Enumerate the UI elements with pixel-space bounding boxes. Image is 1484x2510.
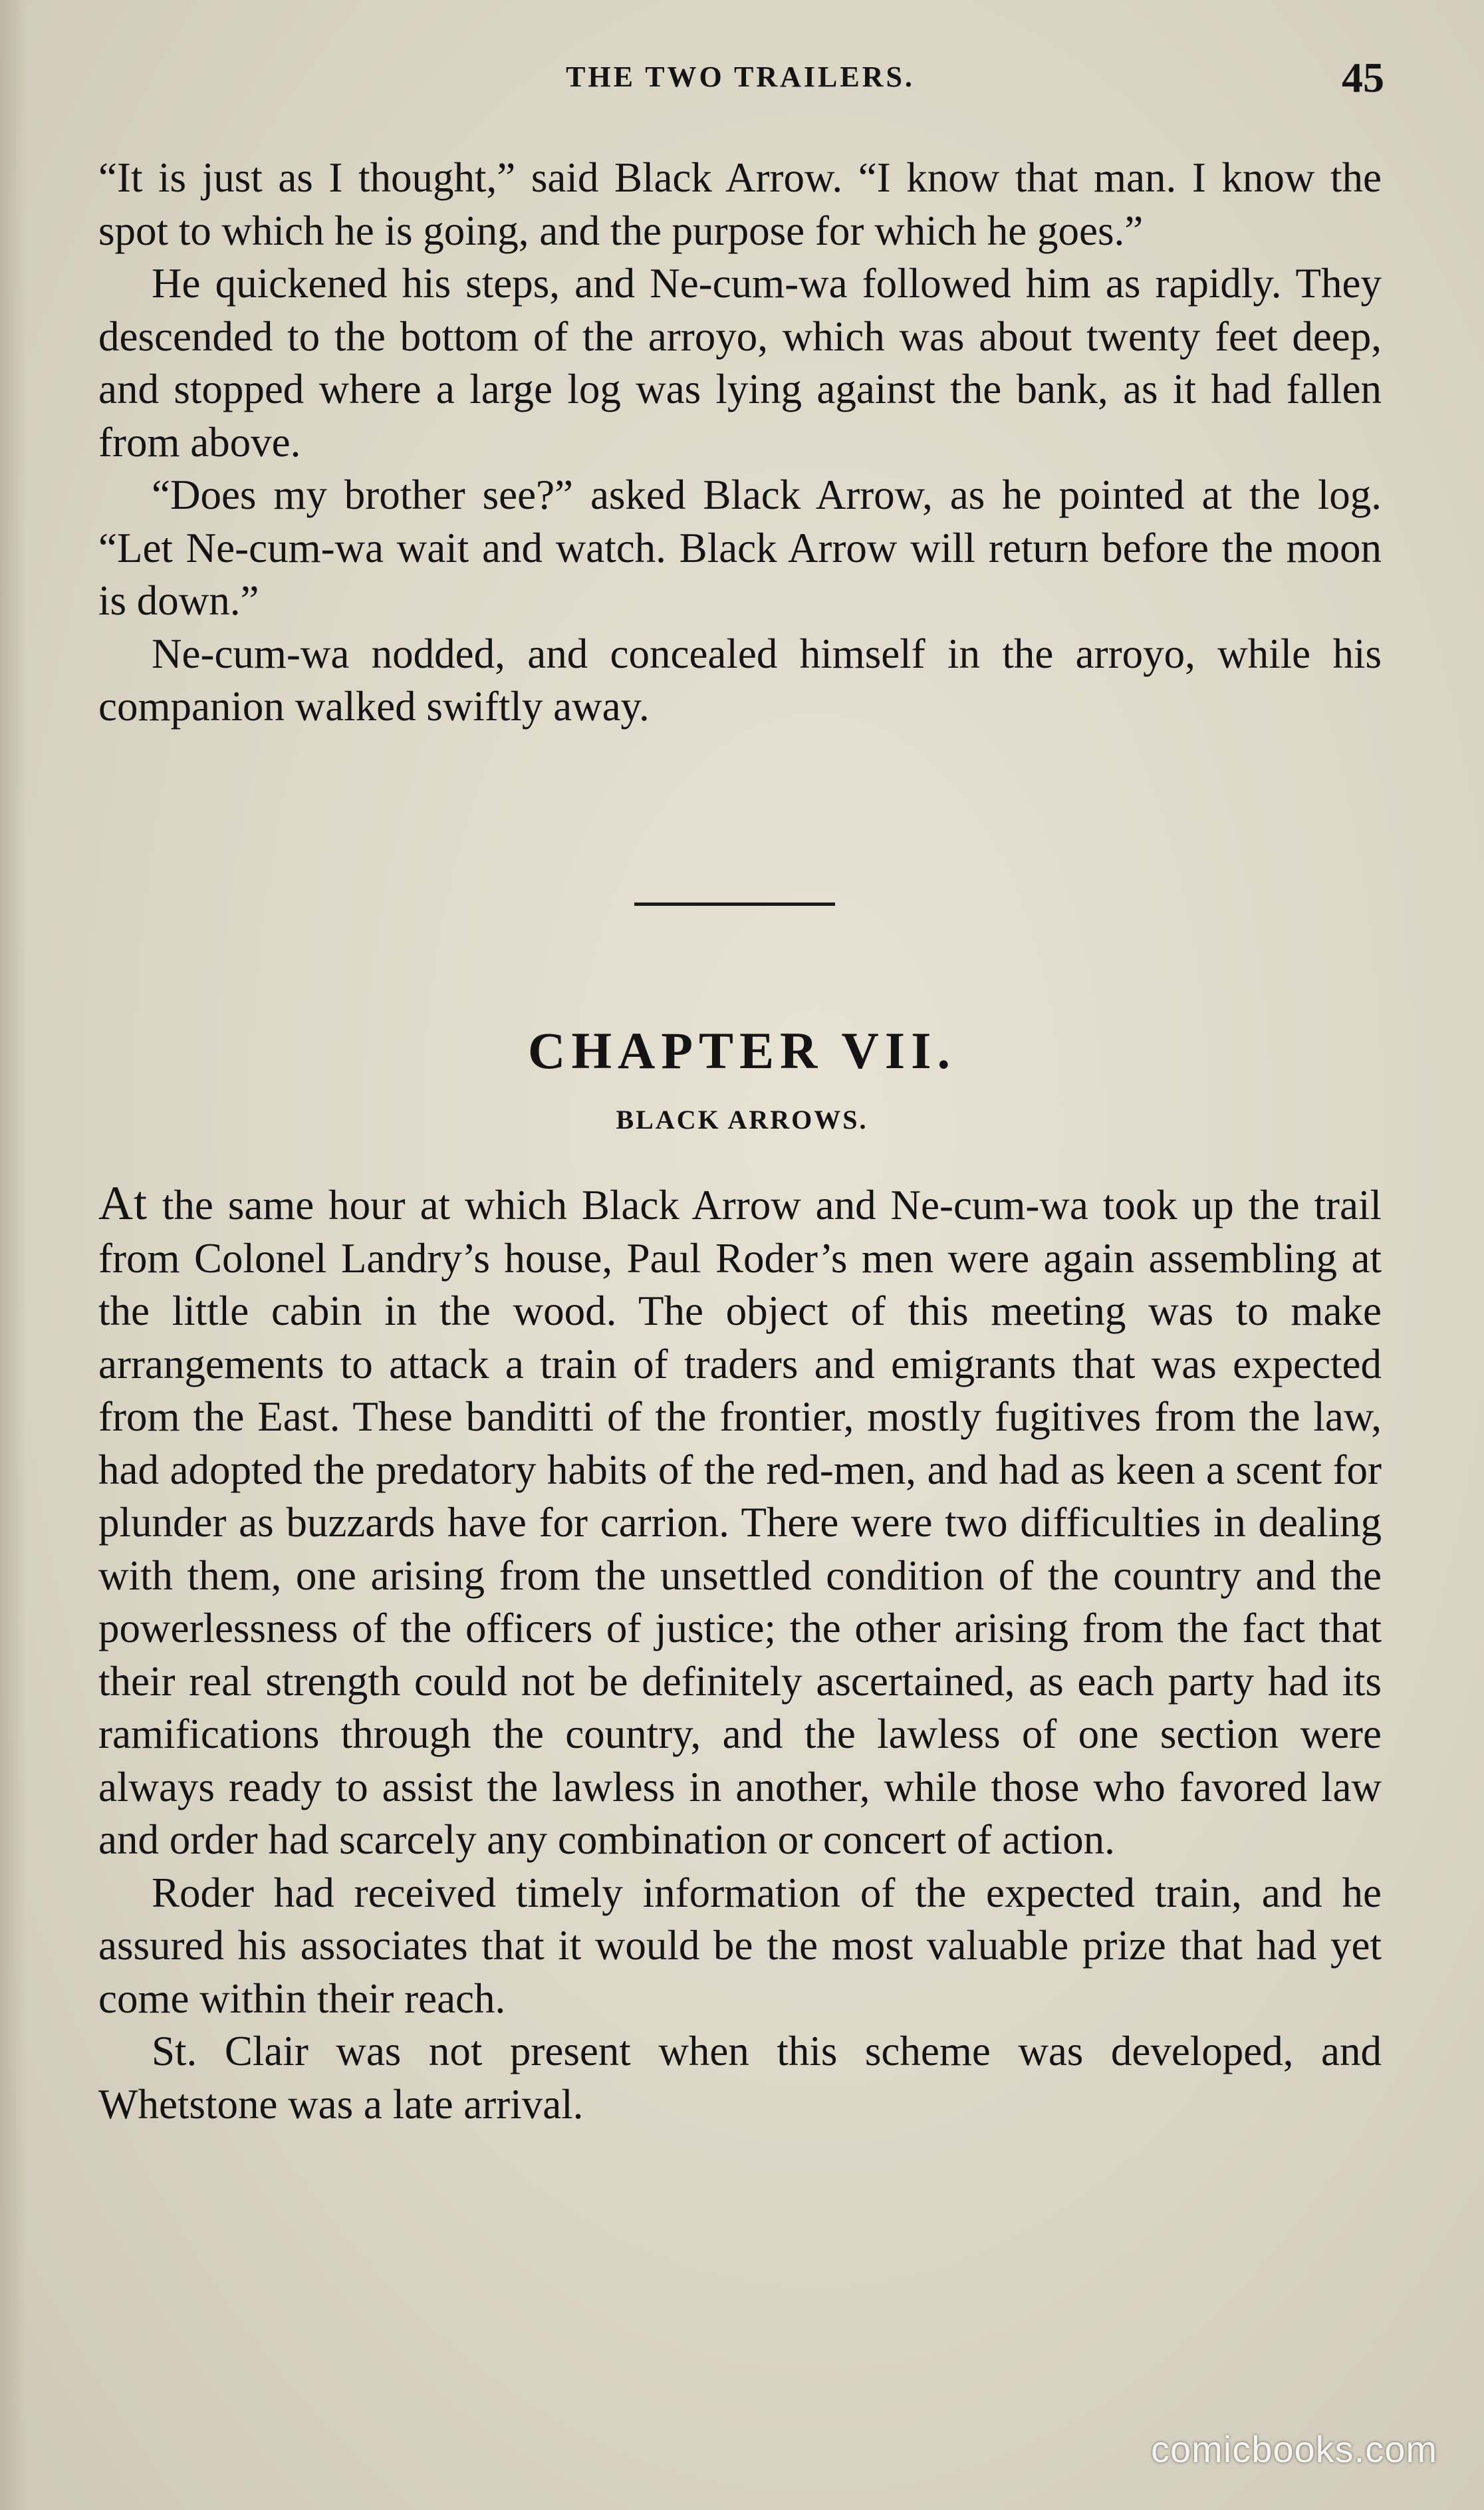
paragraph: “Does my brother see?” asked Black Arrow, as he pointed at the log. “Let Ne-cum-wa wait and watch. Black Arrow will return before the moon is down.” (98, 472, 1382, 624)
paragraph: He quickened his steps, and Ne-cum-wa followed him as rapidly. They descended to the bottom of the arroyo, which was about twenty feet deep, and stopped where a large log was lying against the bank, as it had fallen from above. (98, 260, 1382, 466)
paragraph (98, 1177, 1382, 1867)
drop-word: At (98, 1177, 148, 1230)
section-one-text (98, 152, 1382, 734)
chapter-title: CHAPTER VII. (528, 1022, 956, 1079)
page-number: 45 (1342, 54, 1384, 101)
paragraph-text: the same hour at which Black Arrow and Ne-cum-wa took up the trail from Colonel Landry’s house, Paul Roder’s men were again assembling at the little cabin in the wood. The object of this meeting was to make arrangements to attack a train of traders and emigrants that was expected from the East. These banditti of the frontier, mostly fugitives from the law, had adopted the predatory habits of the red-men, and had as keen a scent for plunder as buzzards have for carrion. There were two difficulties in dealing with them, one arising from the unsettled condition of the country and the powerlessness of the officers of justice; the other arising from the fact that their real strength could not be definitely ascertained, as each party had its ramifications through the country, and the lawless of one section were always ready to assist the lawless in another, while those who favored law and order had scarcely any combination or concert of action. (98, 1182, 1382, 1863)
watermark: comicbooks.com (1150, 2428, 1437, 2470)
page-header (96, 53, 1384, 113)
paragraph: St. Clair was not present when this scheme was developed, and Whetstone was a late arrival. (98, 2028, 1382, 2128)
paragraph: Roder had received timely information of the expected train, and he assured his associates that it would be the most valuable prize that had yet come within their reach. (98, 1869, 1382, 2022)
running-head: THE TWO TRAILERS. (566, 61, 915, 93)
paragraph: Ne-cum-wa nodded, and concealed himself in the arroyo, while his companion walked swiftly away. (98, 630, 1382, 730)
paragraph: “It is just as I thought,” said Black Arrow. “I know that man. I know the spot to which he is going, and the purpose for which he goes.” (98, 154, 1382, 254)
section-two-text (98, 1177, 1382, 2131)
page-edge-shadow (0, 0, 27, 2510)
section-divider (634, 903, 835, 906)
chapter-subtitle: BLACK ARROWS. (616, 1105, 868, 1135)
